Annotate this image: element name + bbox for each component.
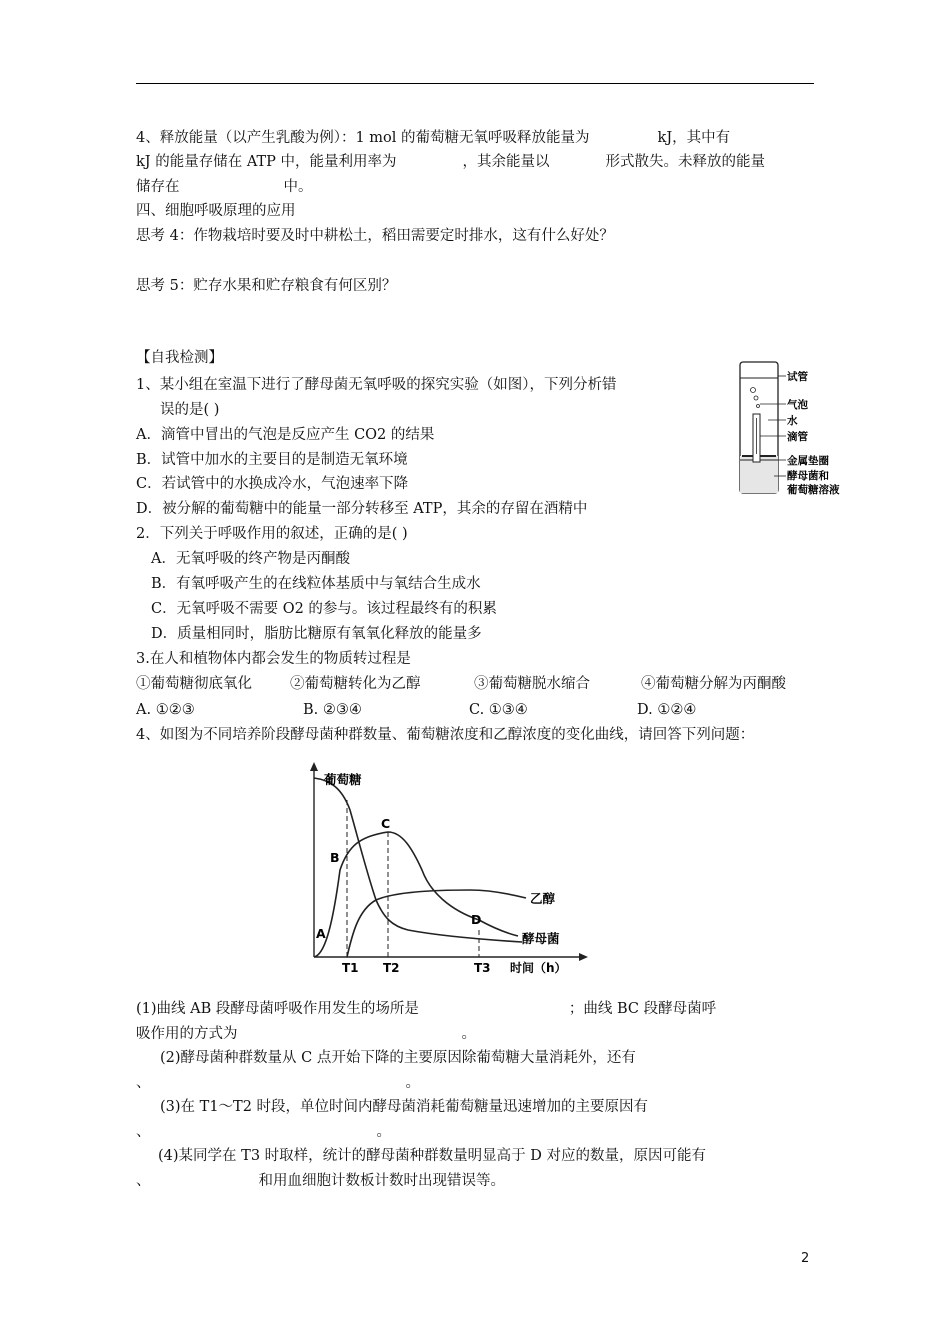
q4-part4-line2: 、 和用血细胞计数板计数时出现错误等。 xyxy=(136,1173,505,1189)
label-dropper: 滴管 xyxy=(787,431,808,443)
section4-line3: 储存在 中。 xyxy=(136,179,313,195)
q2-stem: 2．下列关于呼吸作用的叙述，正确的是( ) xyxy=(136,526,408,542)
point-label-b: B xyxy=(330,850,340,865)
q1-option-a: A．滴管中冒出的气泡是反应产生 CO2 的结果 xyxy=(136,427,435,443)
q1-stem-2: 误的是( ) xyxy=(160,402,220,418)
tick-label-t1: T1 xyxy=(342,961,359,975)
q4-stem: 4、如图为不同培养阶段酵母菌种群数量、葡萄糖浓度和乙醇浓度的变化曲线，请回答下列问题： xyxy=(136,727,755,743)
series-glucose-label: 葡萄糖 xyxy=(324,772,362,787)
q4-part4-line1: (4)某同学在 T3 时取样，统计的酵母菌种群数量明显高于 D 对应的数量，原因可能有 xyxy=(158,1148,706,1164)
q4-part1-line2: 吸作用的方式为 。 xyxy=(136,1026,476,1042)
think-5: 思考 5：贮存水果和贮存粮食有何区别？ xyxy=(136,278,397,294)
q2-option-b: B．有氧呼吸产生的在线粒体基质中与氧结合生成水 xyxy=(151,576,481,592)
q4-part2-line2: 、 。 xyxy=(136,1075,420,1091)
q2-option-a: A．无氧呼吸的终产物是丙酮酸 xyxy=(151,551,350,567)
section4-kj: kJ，其中有 xyxy=(657,130,731,146)
q4-part1-line1: (1)曲线 AB 段酵母菌呼吸作用发生的场所是 ；曲线 BC 段酵母菌呼 xyxy=(136,1001,717,1017)
label-tube: 试管 xyxy=(787,371,808,383)
test-tube-figure xyxy=(728,356,858,506)
tick-label-t2: T2 xyxy=(383,961,400,975)
q1-stem-1: 1、某小组在室温下进行了酵母菌无氧呼吸的探究实验（如图），下列分析错 xyxy=(136,377,617,393)
q4-part3-line1: (3)在 T1～T2 时段，单位时间内酵母菌消耗葡萄糖量迅速增加的主要原因有 xyxy=(160,1099,649,1115)
heading-applications: 四、细胞呼吸原理的应用 xyxy=(136,203,296,219)
series-ethanol-line xyxy=(347,890,526,957)
self-test-heading: 【自我检测】 xyxy=(136,350,223,366)
section4-line2: kJ 的能量存储在 ATP 中，能量利用率为 ，其余能量以 形式散失。未释放的能量 xyxy=(136,154,766,170)
series-yeast-label: 酵母菌 xyxy=(522,931,560,946)
q4-part3-line2: 、 。 xyxy=(136,1124,391,1140)
q2-option-d: D．质量相同时，脂肪比糖原有氧氧化释放的能量多 xyxy=(151,626,482,642)
label-water: 水 xyxy=(787,415,798,427)
point-label-c: C xyxy=(381,816,391,831)
q1-option-b: B．试管中加水的主要目的是制造无氧环境 xyxy=(136,452,408,468)
think-4: 思考 4：作物栽培时要及时中耕松土，稻田需要定时排水，这有什么好处？ xyxy=(136,228,614,244)
section4-line1 xyxy=(136,128,730,148)
point-label-a: A xyxy=(316,926,326,941)
label-yeast-2: 葡萄糖溶液 xyxy=(787,484,840,496)
point-label-d: D xyxy=(471,912,482,927)
q3-stem: 3.在人和植物体内都会发生的物质转过程是 xyxy=(136,651,411,667)
y-axis-arrow xyxy=(310,762,318,771)
x-axis-label: 时间（h） xyxy=(510,961,567,975)
label-yeast-1: 酵母菌和 xyxy=(787,470,829,482)
page-number: 2 xyxy=(801,1251,810,1266)
tick-label-t3: T3 xyxy=(474,961,491,975)
header-rule xyxy=(136,83,814,84)
label-bubble: 气泡 xyxy=(787,399,808,411)
x-axis-arrow xyxy=(579,953,588,961)
section4-title: 4、释放能量（以产生乳酸为例）：1 mol 的葡萄糖无氧呼吸释放能量为 xyxy=(136,130,590,146)
q1-option-d: D．被分解的葡萄糖中的能量一部分转移至 ATP，其余的存留在酒精中 xyxy=(136,501,588,517)
series-yeast-line xyxy=(314,832,518,957)
yeast-growth-chart xyxy=(290,760,610,982)
label-ring: 金属垫圈 xyxy=(787,455,829,467)
q2-option-c: C．无氧呼吸不需要 O2 的参与。该过程最终有的积累 xyxy=(151,601,497,617)
q1-option-c: C．若试管中的水换成冷水，气泡速率下降 xyxy=(136,476,409,492)
series-ethanol-label: 乙醇 xyxy=(530,891,556,906)
q4-part2-line1: (2)酵母菌种群数量从 C 点开始下降的主要原因除葡萄糖大量消耗外，还有 xyxy=(160,1050,636,1066)
